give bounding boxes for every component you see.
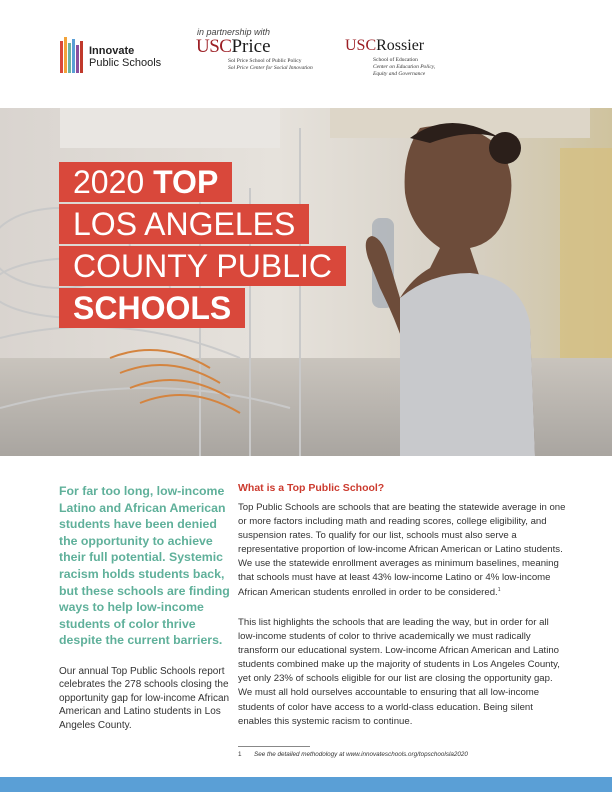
footnote-divider [238,746,310,747]
footnote [238,751,468,758]
usc-rossier-usc: USC [345,37,377,54]
title-line-1 [59,162,232,202]
title-line-4 [59,288,245,328]
usc-rossier-center-1: Center on Education Policy, [373,64,436,70]
usc-rossier-name: Rossier [376,37,425,54]
section-paragraph-1 [238,501,566,600]
lead-paragraph: For far too long, low-income Latino and African American students have been denied the opportunity to achieve their full potential. Systemic racism holds students back, but these schools are finding ways to help low-income students of color thrive despite the current barriers. [59,484,230,648]
usc-rossier-school: School of Education [373,57,418,63]
innovate-public-schools-logo [59,37,169,73]
footnote-number: 1 [238,751,242,758]
usc-price-center: Sol Price Center for Social Innovation [228,65,313,71]
section-heading: What is a Top Public School? [238,482,385,494]
intro-paragraph: Our annual Top Public Schools report celebrates the 278 schools closing the opportunity gap for low-income African American and Latino students in Los Angeles County. [59,666,230,731]
partnership-label: in partnership with [197,27,271,37]
innovate-subname: Public Schools [89,57,162,69]
usc-price-logo [196,36,336,71]
title-schools: SCHOOLS [73,290,232,326]
usc-price-school: Sol Price School of Public Policy [228,58,302,64]
usc-rossier-center-2: Equity and Governance [373,71,426,77]
usc-price-usc: USC [196,36,232,57]
footnote-ref: 1 [497,586,501,593]
usc-price-name: Price [231,36,271,57]
innovate-name: Innovate [89,45,135,57]
bottom-bar [0,777,612,792]
title-line-2: LOS ANGELES [59,204,309,244]
section-paragraph-1-text: Top Public Schools are schools that are beating the statewide average in one or more factors including math and reading scores, college eligibility, and suspension rates. To qualify for our list, schools must also serve a representative proportion of low-income African American or Latino students. We use the statewide enrollment averages as minimum baselines, meaning that schools must have at least 43% low-income Latino or 4% low-income African American students enrolled in order to be considered. [238,502,566,598]
section-paragraph-2: This list highlights the schools that are leading the way, but in order for all low-income students of color to thrive academically we must radically transform our educational system. Low-income African American and Latino students combined make up the majority of students in Los Angeles County, yet only 23% of schools eligible for our list are closing the opportunity gap. We must all hold ourselves accountable to ensuring that all low-income students of color have access to a world-class education. Being silent enables this systemic racism to continue. [238,617,560,727]
footnote-text: See the detailed methodology at www.innovateschools.org/topschoolsla2020 [254,751,468,758]
title-year: 2020 [73,164,154,200]
usc-rossier-logo [345,37,465,77]
title-line-3: COUNTY PUBLIC [59,246,346,286]
innovate-bars-icon [59,37,85,73]
title-top: TOP [153,164,219,200]
